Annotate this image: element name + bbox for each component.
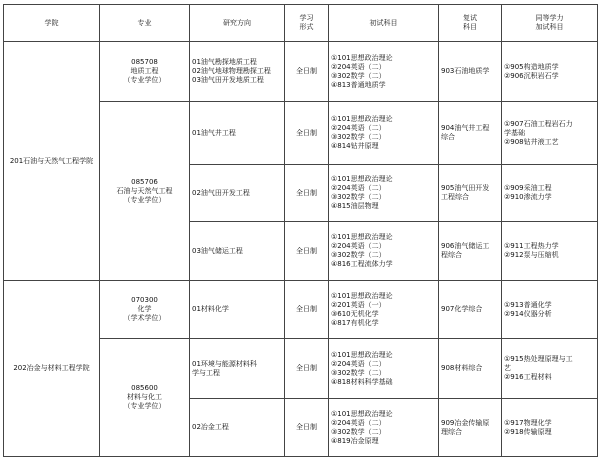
header-major: 专业 [100,5,190,42]
major-cell: 070300 化学 （学术学位） [100,281,190,339]
header-exam: 初试科目 [329,5,439,42]
retest-cell: 909冶金传输原 理综合 [439,399,502,457]
retest-cell: 908材料综合 [439,339,502,399]
retest-cell: 904油气井工程 综合 [439,102,502,165]
college-cell: 201石油与天然气工程学院 [4,42,100,281]
major-cell: 085706 石油与天然气工程 （专业学位） [100,102,190,281]
mode-cell: 全日制 [285,399,329,457]
equiv-cell: ①917物理化学 ②918传输原理 [502,399,598,457]
direction-cell: 01材料化学 [190,281,285,339]
header-retest: 复试 科目 [439,5,502,42]
table-row [4,281,598,339]
retest-cell: 905油气田开发 工程综合 [439,165,502,222]
exam-cell: ①101思想政治理论 ②204英语（二） ③302数学（二） ④819冶金原理 [329,399,439,457]
exam-cell: ①101思想政治理论 ②201英语（一） ③610无机化学 ④817有机化学 [329,281,439,339]
exam-cell: ①101思想政治理论 ②204英语（二） ③302数学（二） ④815油层物理 [329,165,439,222]
mode-cell: 全日制 [285,42,329,102]
exam-cell: ①101思想政治理论 ②204英语（二） ③302数学（二） ④813普通地质学 [329,42,439,102]
header-mode: 学习 形式 [285,5,329,42]
equiv-cell: ①905构造地质学 ②906沉积岩石学 [502,42,598,102]
direction-cell: 01环境与能源材料科 学与工程 [190,339,285,399]
retest-cell: 903石油地质学 [439,42,502,102]
retest-cell: 906油气储运工 程综合 [439,222,502,281]
major-cell: 085600 材料与化工 （专业学位） [100,339,190,457]
equiv-cell: ①907石油工程岩石力 学基础 ②908钻井液工艺 [502,102,598,165]
header-college: 学院 [4,5,100,42]
direction-cell: 02油气田开发工程 [190,165,285,222]
direction-cell: 01油气井工程 [190,102,285,165]
direction-cell: 03油气储运工程 [190,222,285,281]
equiv-cell: ①909采油工程 ②910渗流力学 [502,165,598,222]
mode-cell: 全日制 [285,339,329,399]
header-direction: 研究方向 [190,5,285,42]
equiv-cell: ①915热处理原理与工 艺 ②916工程材料 [502,339,598,399]
college-cell: 202冶金与材料工程学院 [4,281,100,457]
direction-cell: 02冶金工程 [190,399,285,457]
exam-cell: ①101思想政治理论 ②204英语（二） ③302数学（二） ④814钻井原理 [329,102,439,165]
mode-cell: 全日制 [285,102,329,165]
mode-cell: 全日制 [285,165,329,222]
mode-cell: 全日制 [285,281,329,339]
mode-cell: 全日制 [285,222,329,281]
exam-cell: ①101思想政治理论 ②204英语（二） ③302数学（二） ④816工程流体力学 [329,222,439,281]
header-equiv: 同等学力 加试科目 [502,5,598,42]
retest-cell: 907化学综合 [439,281,502,339]
header-row [4,5,598,42]
major-cell: 085708 地质工程 （专业学位） [100,42,190,102]
admissions-table [3,4,598,457]
exam-cell: ①101思想政治理论 ②204英语（二） ③302数学（二） ④818材料科学基础 [329,339,439,399]
equiv-cell: ①911工程热力学 ②912泵与压缩机 [502,222,598,281]
table-row [4,42,598,102]
equiv-cell: ①913普通化学 ②914仪器分析 [502,281,598,339]
direction-cell: 01油气勘探地质工程 02油气地球物理勘探工程 03油气田开发地质工程 [190,42,285,102]
